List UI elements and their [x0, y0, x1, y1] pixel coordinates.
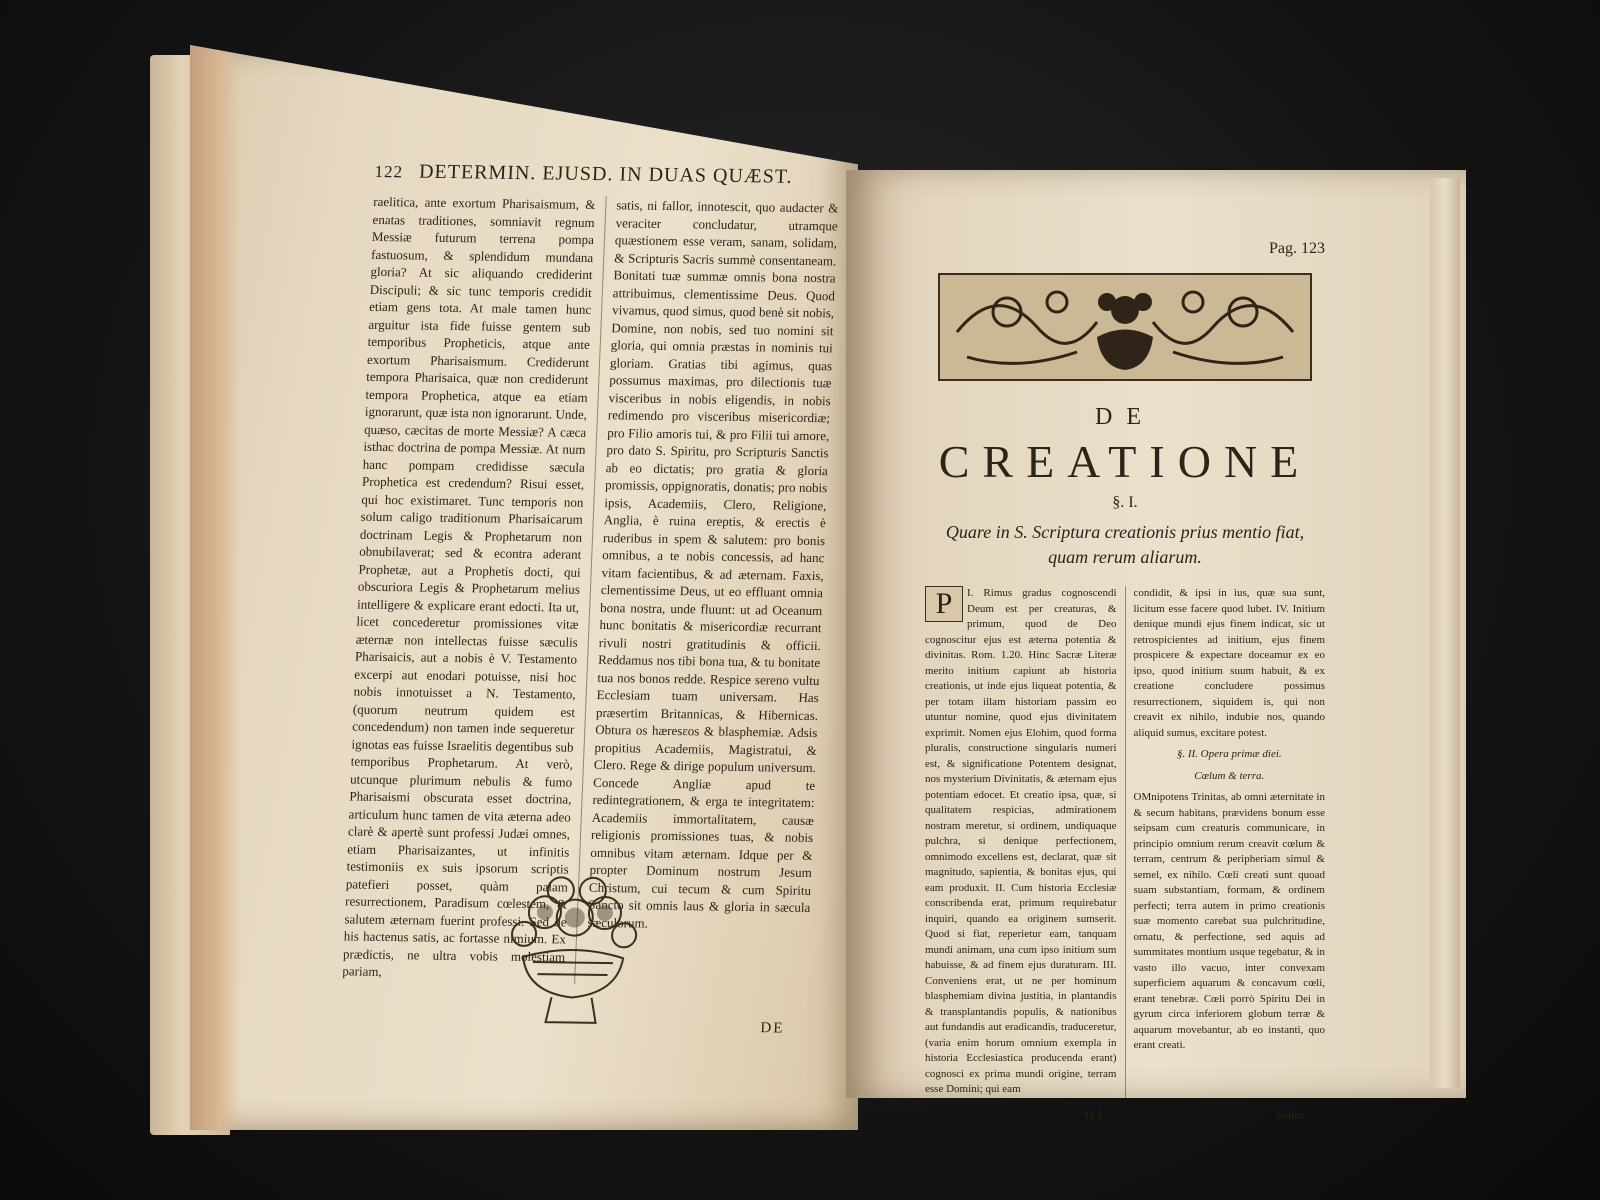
column-rule	[1125, 586, 1126, 1098]
section-mark: §. I.	[1112, 494, 1138, 511]
section-title	[925, 520, 1325, 570]
right-cover-edge	[1430, 178, 1460, 1088]
page-block-edge	[190, 45, 240, 1130]
right-page-footer	[925, 1108, 1325, 1123]
title-de: DE	[1095, 404, 1155, 430]
decorated-initial: P	[925, 586, 963, 622]
signature-mark: Q 2	[1085, 1107, 1103, 1122]
left-page-number: 122	[374, 161, 404, 182]
left-page-text	[340, 160, 840, 1046]
right-catchword: Nulus	[1276, 1107, 1305, 1122]
right-column-2-text-a: condidit, & ipsi in ius, quæ sua sunt, licitum esse facere quod lubet. IV. Initium denique mundi ejus finem indicat, sic ut retrospicientes ad initium, ejus finem prospicere & expectare doceamur ex eo ipso, quod initium suum habuit, & ex creatione concludere possimus resurrectionem, siquidem is, qui non creavit ex nihilo, indubie nos, quando aliquid sumus, excitare potest.	[1133, 587, 1325, 739]
right-column-1-text: I. Rimus gradus cognoscendi Deum est per creaturas, & primum, quod de Deo cognoscitur ejus est æterna potentia & divinitas. Rom. 1.20. Hinc Sacræ Literæ merito initium capiunt ab historia creationis, ut inde ejus liqueat potentia, & per totam illam historiam passim eo utuntur nomine, quod ejus divinitatem exprimit. Nomen ejus Elohim, quod forma pluralis, constructione singularis numeri est, & significatione Potentem designat, nos mysterium Divinitatis, & æternam ejus potentiam edocet. Et creatio ipsa, quæ, si qualitatem respicias, admirationem nostram meretur, si ordinem, undiquaque pulchra, si denique perfectionem, omnimodo excellens est, declarat, quæ sit magnitudo, sapientia, & bonitas ejus, qui eam produxit. II. Cum historia Ecclesiæ conscribenda erat, primum requirebatur inquiri, quando ea originem sumserit. Quod si fiat, reperietur eam, tanquam mundi animam, una cum ipso initium sum habuisse, & ad finem ejus duraturam. III. Conveniens erat, ut ne per hominum blasphemiam divina justitia, in plantandis & transplantandis populis, & nationibus aut fundandis aut eradicandis, traduceretur, (varia enim horum omnium exempla in historia Ecclesiastica producenda erant) cognosci ex prima mundi origine, terram esse Domini; qui eam	[925, 587, 1117, 1095]
section-title-line-1: Quare in S. Scriptura creationis prius mentio fiat,	[945, 522, 1305, 542]
subheading-coelum: Cœlum & terra.	[1194, 769, 1265, 782]
flower-vase-ornament	[490, 862, 657, 1034]
right-column-2-text-b: OMnipotens Trinitas, ab omni æternitate in & secum habitans, prævidens bonum esse seipsam cum creaturis communicare, in principio omnium rerum creavit cœlum & terram, centrum & peripheriam simul & semel, ex nihilo. Cœli creati sunt quoad suam substantiam, formam, & ordinem perfecti; terra autem in primo creationis suæ momento carebat sua pulchritudine, ornatu, & perfectione, sed aquis ad summitates montium usque tegebatur, & in vasto illo vacuo, inter convexam superficiem aquarum & concavum cœli, erant tenebræ. Cœli porrò Spiritu Dei in gyrum circa inferiorem globum terræ & aquarum movebantur, ab eo instanti, quo erant creati.	[1133, 791, 1325, 1051]
left-column-1: raelitica, ante exortum Pharisaismum, & enatas traditiones, somniavit regnum Messiæ futurum terrena pompa fastuosum, & splendidum mundana gloria? At sic aliquando crediderint Discipuli; & sic tunc temporis credidit etiam gens tota. At male tamen hunc arguitur ista fide fuisse gentem sub temporibus Propheticis, atque ante exortum Pharisaismum. Crediderunt tempora Pharisaica, quæ non crediderunt tempora Prophetica, atque ea etiam ignorarunt, quæ ista non ignorarunt. Unde, quæso, cæcitas de morte Messiæ? A cæca isthac doctrina de pompa Messiæ. At num hanc pompam credidisse sæcula Prophetica est credendum? Risui esset, qui hoc existimaret. Tunc temporis non solum caligo traditionum Pharisaicarum doctrinam Legis & Prophetarum non obnubilaverat; sed & econtra aderant Prophetæ, aut a Prophetis docti, qui obscuriora Legis & Prophetarum melius intelligere & explicare erant edocti. Ita ut, licet concederetur promissiones vitæ æternæ non intellectas fuisse sæculis Pharisaicis, aut a nobis è V. Testamento excerpi aut enodari potuisse, nisi hoc nobis innotuisset a N. Testamento, (quorum neutrum quidem est concedendum) non tamen inde sequeretur ignotas eas fuisse Israelitis degentibus sub temporibus Prophetarum. At verò, utcunque plurimum nebulis & fumo Pharisaismi obscurata esset doctrina, articulum hunc tamen de vita æterna adeo clarè & apertè sunt professi Judæi omnes, etiam Pharisaizantes, ut infinitis testimoniis ex suis ipsorum scriptis patefieri posset, quàm palam resurrectionem, Paradisum cœlestem, & salutem æternam fuerint professi. Sed de his hactenus satis, ac fortasse nimium. Ex prædictis, ne ultra vobis molestiam pariam,	[342, 193, 596, 979]
title-creatione: CREATIONE	[938, 436, 1312, 487]
running-head-title: DETERMIN. EJUSD. IN DUAS QUÆST.	[418, 160, 794, 188]
subheading-opera: §. II. Opera primæ diei.	[1176, 748, 1282, 760]
left-catchword: DE	[760, 1020, 785, 1037]
right-column-1	[925, 586, 1117, 1098]
right-page-text	[925, 240, 1325, 1123]
headpiece-ornament	[937, 272, 1313, 382]
left-column-2: satis, ni fallor, innotescit, quo audacter & veraciter concludatur, utramque quæstionem esse veram, sanam, solidam, & Scripturis Sacris summè consentaneam. Bonitati tuæ summæ omnis bona nostra attribuimus, clementissime Deus. Quod vivamus, quod simus, quod benè sit nobis, Domine, non nobis, sed tuo nomini sit gloria, qui omnia præstas in nominis tui gloriam. Gratias tibi agimus, quas possumus maximas, pro dilectionis tuæ visceribus in nobis eligendis, in nobis redimendo pro visceribus misericordiæ; pro Filio amoris tui, & pro Filii tui amore, pro dato S. Spiritu, pro Scripturis Sanctis ab eo dictatis; pro gratia & gloria promissis, oppignoratis, donatis; pro nobis ipsis, Academiis, Clero, Religione, Anglia, è ruina ereptis, & erectis è ruderibus in spem & salutem: pro bonis omnibus, a te nobis concessis, ad hanc vitam facientibus, & ad æternam. Faxis, clementissime Deus, ut eo effluant omnia bona nostra, unde fluunt: ut ad Oceanum hunc bonitatis & misericordiæ recurrant rivuli nostri gratitudinis & officii. Reddamus nos tibi bona tua, & tu bonitate tua nos bonos redde. Respice sereno vultu Ecclesiam tuam universam. Has præsertim Britannicas, & Hibernicas. Obtura os hæresεos & blasphemiæ. Adsis propitius Academiis, Magistratui, & Clero. Rege & dirige populum universum. Concede Angliæ apud te redintegrationem, & erga te integritatem: Academiis immortalitatem, causæ religionis promissiones tuas, & nobis omnibus vitam æternam. Idque per & propter Dominum nostrum Jesum Christum, cui tecum & cum Spiritu Sancto sit omnis laus & gloria in sæcula sæculorum.	[587, 197, 839, 931]
right-page-number: Pag. 123	[1269, 240, 1325, 257]
section-title-line-2: quam rerum aliarum.	[1048, 547, 1202, 567]
right-column-2	[1134, 586, 1326, 1098]
